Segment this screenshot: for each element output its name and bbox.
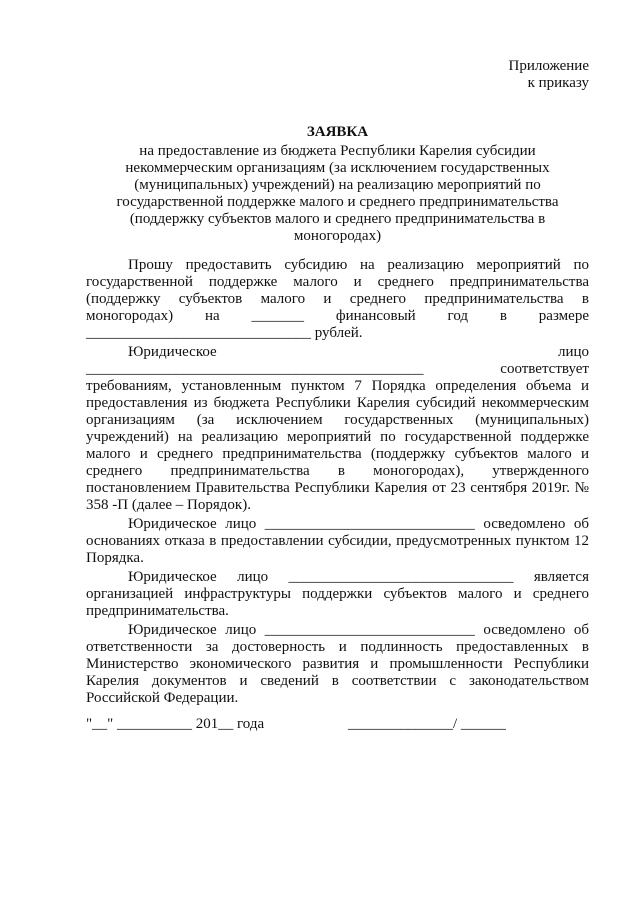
appendix-line-2: к приказу [527,75,589,91]
subtitle-line-3: (муниципальных) учреждений) на реализацию мероприятий по [134,177,541,193]
appendix-line-1: Приложение [508,58,589,74]
paragraph-compliance: Юридическое лицо _____________________________________________ соответствует требованиям, установленным пунктом 7 Порядка определения объема и предоставления из бюджета Республики Карелия субсидий некоммерческим организациям (за исключением государственных (муниципальных) учреждений) на реализацию мероприятий по государственной поддержке малого и среднего предпринимательства (поддержку субъектов малого и среднего предпринимательства в моногородах), утвержденного постановлением Правительства Республики Карелия от 23 сентября 2019г. № 358 -П (далее – Порядок). [86,344,589,513]
document-subtitle [86,143,589,245]
appendix-note [508,58,589,92]
paragraph-infrastructure: Юридическое лицо ______________________________ является организацией инфраструктуры поддержки субъектов малого и среднего предпринимательства. [86,569,589,619]
paragraph-responsibility: Юридическое лицо ____________________________ осведомлено об ответственности за достоверность и подлинность предоставленных в Министерство экономического развития и промышленности Республики Карелия документов и сведений в соответствии с законодательством Российской Федерации. [86,622,589,706]
subtitle-line-2: некоммерческим организациям (за исключением государственных [125,160,550,176]
paragraph-refusal-grounds: Юридическое лицо ____________________________ осведомлено об основаниях отказа в предоставлении субсидии, предусмотренных пунктом 12 Порядка. [86,516,589,566]
date-line: "__" __________ 201__ года [86,716,265,732]
paragraph-request: Прошу предоставить субсидию на реализацию мероприятий по государственной поддержке малого и среднего предпринимательства (поддержку субъектов малого и среднего предпринимательства в моногородах) на _______ финансовый год в размере ______________________________ рублей. [86,257,589,341]
subtitle-line-4: государственной поддержке малого и среднего предпринимательства [116,194,559,210]
subtitle-line-5: (поддержку субъектов малого и среднего предпринимательства в [129,211,546,227]
document-body [86,257,589,709]
document-title: ЗАЯВКА [306,124,369,140]
document-page [86,0,589,905]
subtitle-line-6: моногородах) [293,228,382,244]
signature-line: ______________/ ______ [348,716,506,732]
subtitle-line-1: на предоставление из бюджета Республики Карелия субсидии [139,143,536,159]
